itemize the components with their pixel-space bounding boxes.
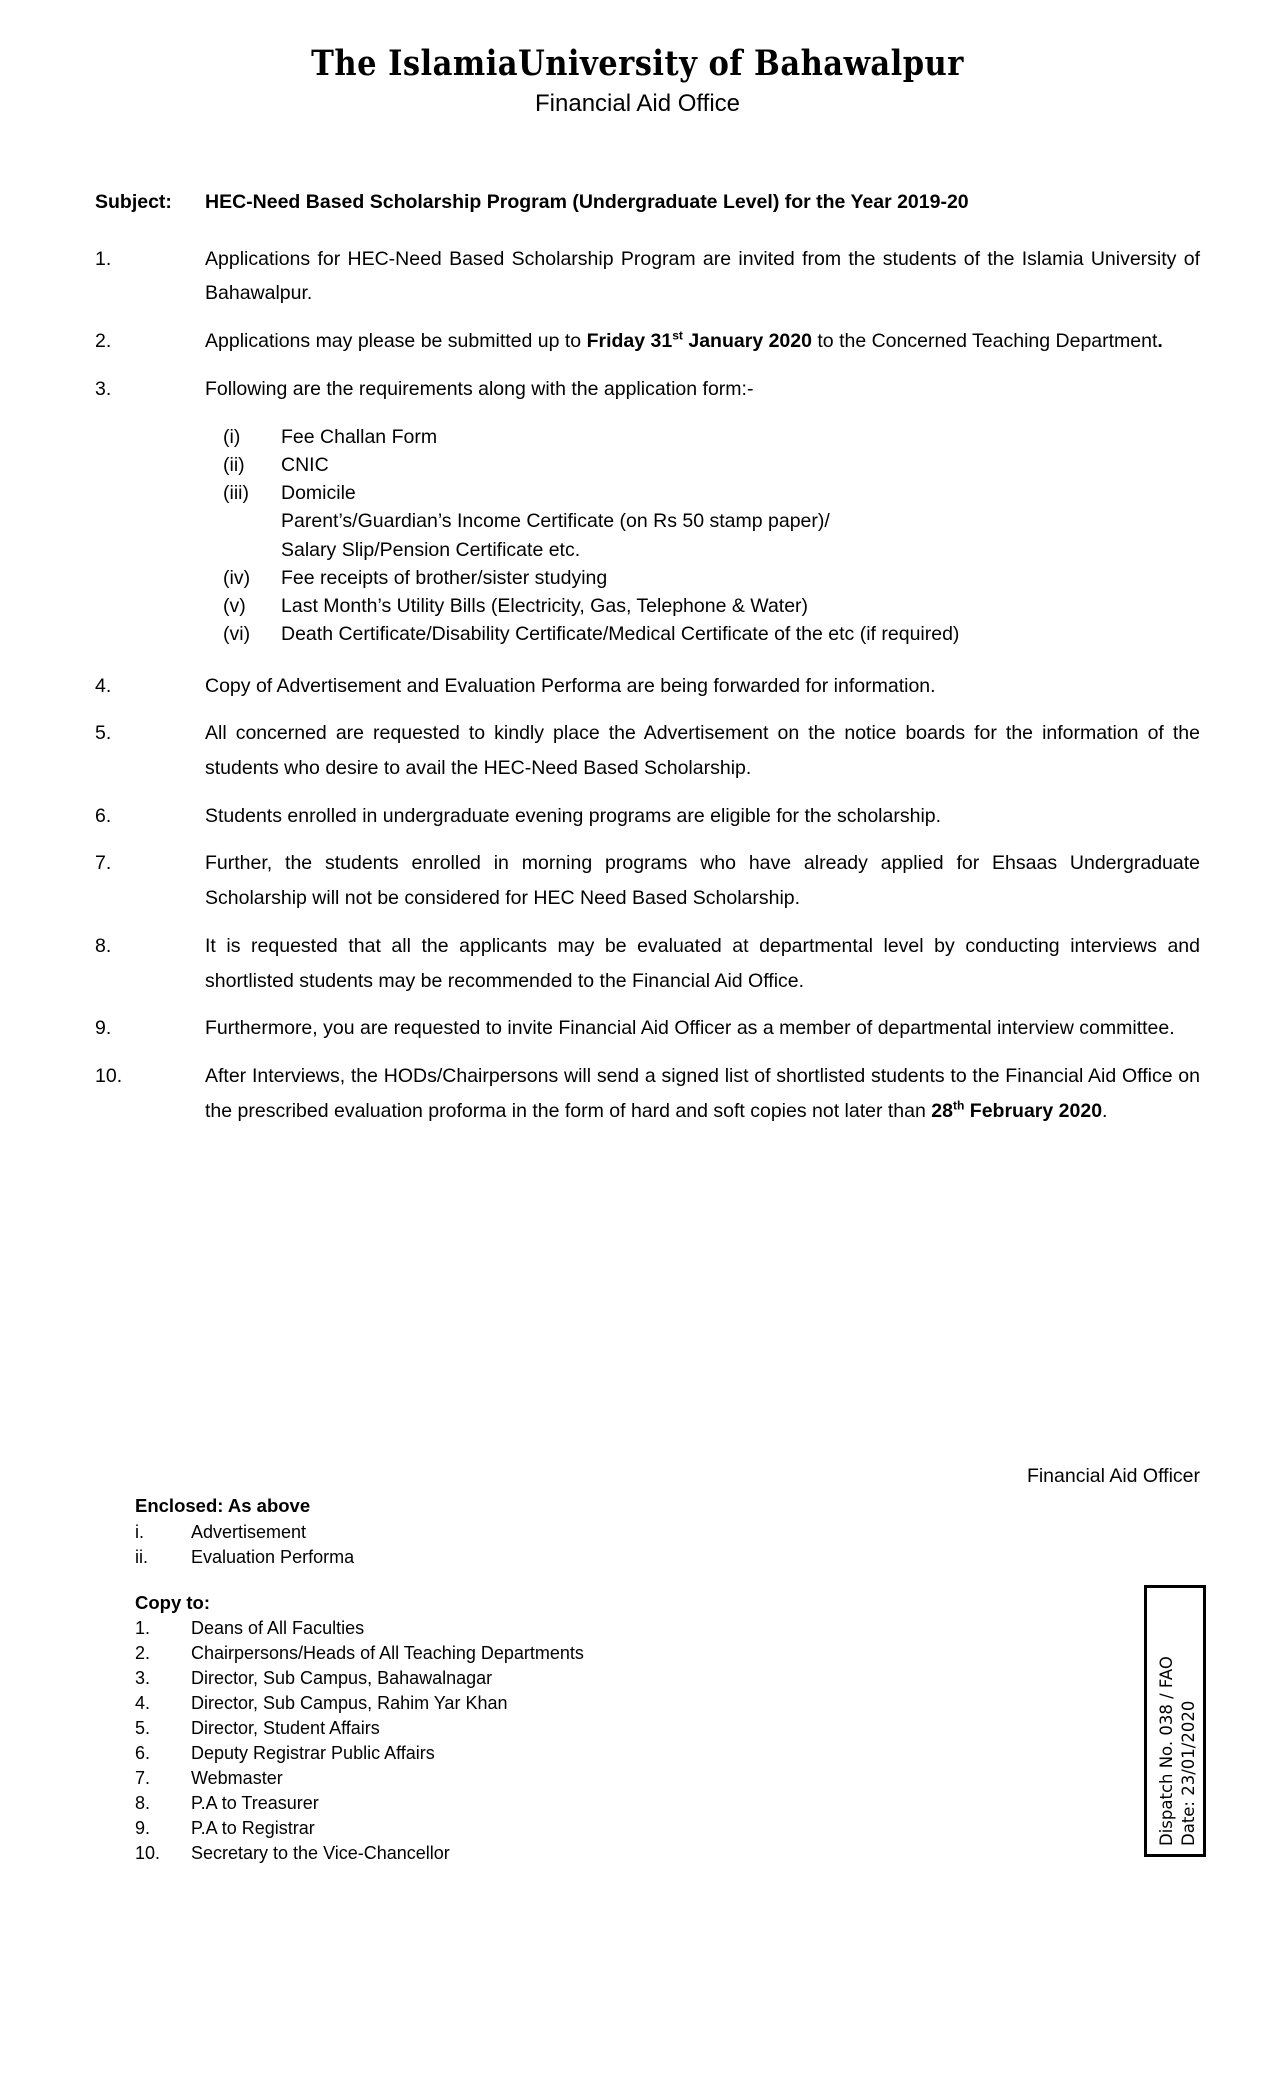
signatory-title: Financial Aid Officer [1026, 1465, 1200, 1487]
requirement-item [223, 620, 1200, 648]
paragraph-text: Furthermore, you are requested to invite Financial Aid Officer as a member of departmental interview committee. [205, 1017, 1175, 1040]
requirement-marker: (v) [223, 595, 246, 618]
paragraph-number: 8. [95, 934, 112, 957]
paragraph-number: 2. [95, 330, 112, 353]
requirement-text: Fee receipts of brother/sister studying [281, 566, 608, 589]
requirements-list [223, 423, 1200, 649]
copy-to-heading: Copy to: [135, 1592, 211, 1613]
paragraph-number: 10. [95, 1064, 123, 1087]
paragraph-7 [95, 846, 1200, 915]
subject-line [95, 185, 1200, 220]
enclosed-marker: i. [135, 1522, 144, 1542]
copy-to-marker: 3. [135, 1668, 151, 1689]
copy-to-item [135, 1666, 584, 1691]
copy-to-marker: 1. [135, 1618, 151, 1638]
requirement-item [223, 451, 1200, 479]
paragraph-number: 9. [95, 1017, 112, 1040]
subject-text: HEC-Need Based Scholarship Program (Undergraduate Level) for the Year 2019-20 [205, 191, 969, 213]
paragraph-6 [95, 799, 1200, 834]
requirement-text: Fee Challan Form [281, 425, 438, 448]
copy-to-item [135, 1816, 584, 1841]
requirement-continuation: Salary Slip/Pension Certificate etc. [281, 538, 581, 561]
requirement-item [223, 564, 1200, 592]
paragraph-text: Further, the students enrolled in morning programs who have already applied for Ehsaas Undergraduate Scholarship will not be considered for HEC Need Based Scholarship. [205, 852, 1200, 910]
dispatch-date: Date: 23/01/2020 [1179, 1700, 1198, 1846]
para2-tail: . [1157, 330, 1163, 353]
enclosed-text: Evaluation Performa [191, 1546, 355, 1567]
dispatch-stamp-box [1144, 1585, 1206, 1857]
para10-bold-month: February 2020 [964, 1099, 1103, 1122]
copy-to-text: P.A to Registrar [191, 1818, 315, 1839]
para10-ordinal-suffix: th [952, 1098, 965, 1113]
para2-post: to the Concerned Teaching Department [811, 330, 1158, 353]
university-name: The IslamiaUniversity of Bahawalpur [311, 43, 964, 84]
para10-bold-date: 28 [931, 1099, 953, 1122]
copy-to-text: Secretary to the Vice-Chancellor [191, 1843, 450, 1864]
enclosed-section [135, 1495, 354, 1570]
paragraph-text: It is requested that all the applicants may be evaluated at departmental level by conducting interviews and shortlisted students may be recommended to the Financial Aid Office. [205, 934, 1200, 992]
para10-post: . [1102, 1099, 1108, 1122]
dispatch-number: Dispatch No. 038 / FAO [1157, 1656, 1177, 1846]
copy-to-text: P.A to Treasurer [191, 1793, 319, 1814]
paragraph-text [205, 1059, 1200, 1128]
paragraph-text: Applications for HEC-Need Based Scholarship Program are invited from the students of the Islamia University of Bahawalpur. [205, 247, 1200, 305]
copy-to-text: Director, Sub Campus, Bahawalnagar [191, 1668, 493, 1689]
copy-to-marker: 5. [135, 1718, 151, 1739]
copy-to-marker: 6. [135, 1743, 151, 1764]
subject-label: Subject: [95, 191, 172, 213]
requirement-text: Last Month’s Utility Bills (Electricity, Gas, Telephone & Water) [281, 595, 809, 618]
copy-to-item [135, 1641, 584, 1666]
requirement-item [223, 479, 1200, 507]
requirement-item [223, 592, 1200, 620]
copy-to-marker: 8. [135, 1793, 151, 1814]
paragraph-text: Following are the requirements along with the application form:- [205, 377, 754, 400]
copy-to-item [135, 1716, 584, 1741]
requirement-item [223, 423, 1200, 451]
office-name: Financial Aid Office [535, 89, 740, 117]
paragraph-4 [95, 669, 1200, 704]
requirement-marker: (vi) [223, 623, 251, 646]
requirement-text: Death Certificate/Disability Certificate/Medical Certificate of the etc (if required) [281, 623, 960, 646]
copy-to-section [135, 1592, 584, 1866]
paragraph-text [205, 324, 1200, 359]
copy-to-marker: 4. [135, 1693, 151, 1714]
document-header [0, 0, 1275, 117]
copy-to-text: Chairpersons/Heads of All Teaching Departments [191, 1643, 584, 1664]
requirement-marker: (ii) [223, 453, 245, 476]
paragraph-8 [95, 929, 1200, 998]
enclosed-text: Advertisement [191, 1522, 307, 1542]
copy-to-marker: 10. [135, 1843, 161, 1864]
copy-to-text: Director, Sub Campus, Rahim Yar Khan [191, 1693, 508, 1714]
paragraph-10 [95, 1059, 1200, 1128]
requirement-marker: (i) [223, 425, 241, 448]
enclosed-heading: Enclosed: As above [135, 1495, 311, 1516]
dispatch-stamp-content [1147, 1588, 1209, 1860]
paragraph-2 [95, 324, 1200, 359]
copy-to-marker: 2. [135, 1643, 151, 1664]
copy-to-item [135, 1841, 584, 1866]
paragraph-text: Copy of Advertisement and Evaluation Performa are being forwarded for information. [205, 674, 936, 697]
paragraph-text: All concerned are requested to kindly place the Advertisement on the notice boards for the information of the students who desire to avail the HEC-Need Based Scholarship. [205, 722, 1200, 780]
copy-to-item [135, 1766, 584, 1791]
paragraph-text: Students enrolled in undergraduate evening programs are eligible for the scholarship. [205, 804, 942, 827]
copy-to-text: Deputy Registrar Public Affairs [191, 1743, 435, 1764]
paragraph-number: 1. [95, 247, 112, 270]
copy-to-text: Director, Student Affairs [191, 1718, 380, 1739]
copy-to-item [135, 1616, 584, 1641]
paragraph-5 [95, 716, 1200, 785]
copy-to-text: Webmaster [191, 1768, 283, 1789]
para10-pre: After Interviews, the HODs/Chairpersons will send a signed list of shortlisted students to the Financial Aid Office on the prescribed evaluation proforma in the form of hard and soft copies not later than [205, 1064, 1200, 1122]
paragraph-9 [95, 1011, 1200, 1046]
para2-ordinal-suffix: st [672, 328, 683, 343]
paragraph-number: 6. [95, 804, 112, 827]
copy-to-item [135, 1791, 584, 1816]
para2-bold-date: Friday 31 [586, 330, 673, 353]
para2-bold-month: January 2020 [682, 330, 812, 353]
signature-block [0, 1465, 1200, 1488]
copy-to-marker: 7. [135, 1768, 151, 1789]
paragraph-number: 7. [95, 852, 112, 875]
requirement-marker: (iii) [223, 482, 249, 505]
paragraph-3 [95, 372, 1200, 407]
copy-to-text: Deans of All Faculties [191, 1618, 365, 1638]
copy-to-item [135, 1741, 584, 1766]
enclosed-item [135, 1545, 354, 1570]
copy-to-marker: 9. [135, 1818, 151, 1839]
para2-pre: Applications may please be submitted up to [205, 330, 587, 353]
enclosed-marker: ii. [135, 1546, 148, 1567]
paragraph-number: 5. [95, 722, 112, 745]
requirement-continuation: Parent’s/Guardian’s Income Certificate (on Rs 50 stamp paper)/ [281, 510, 830, 533]
paragraph-number: 3. [95, 377, 112, 400]
requirement-text: CNIC [281, 453, 329, 476]
copy-to-item [135, 1691, 584, 1716]
requirement-marker: (iv) [223, 566, 251, 589]
paragraph-1 [95, 242, 1200, 311]
document-body [95, 185, 1200, 1141]
paragraph-number: 4. [95, 674, 112, 697]
enclosed-item [135, 1520, 354, 1545]
requirement-text: Domicile [281, 482, 356, 505]
